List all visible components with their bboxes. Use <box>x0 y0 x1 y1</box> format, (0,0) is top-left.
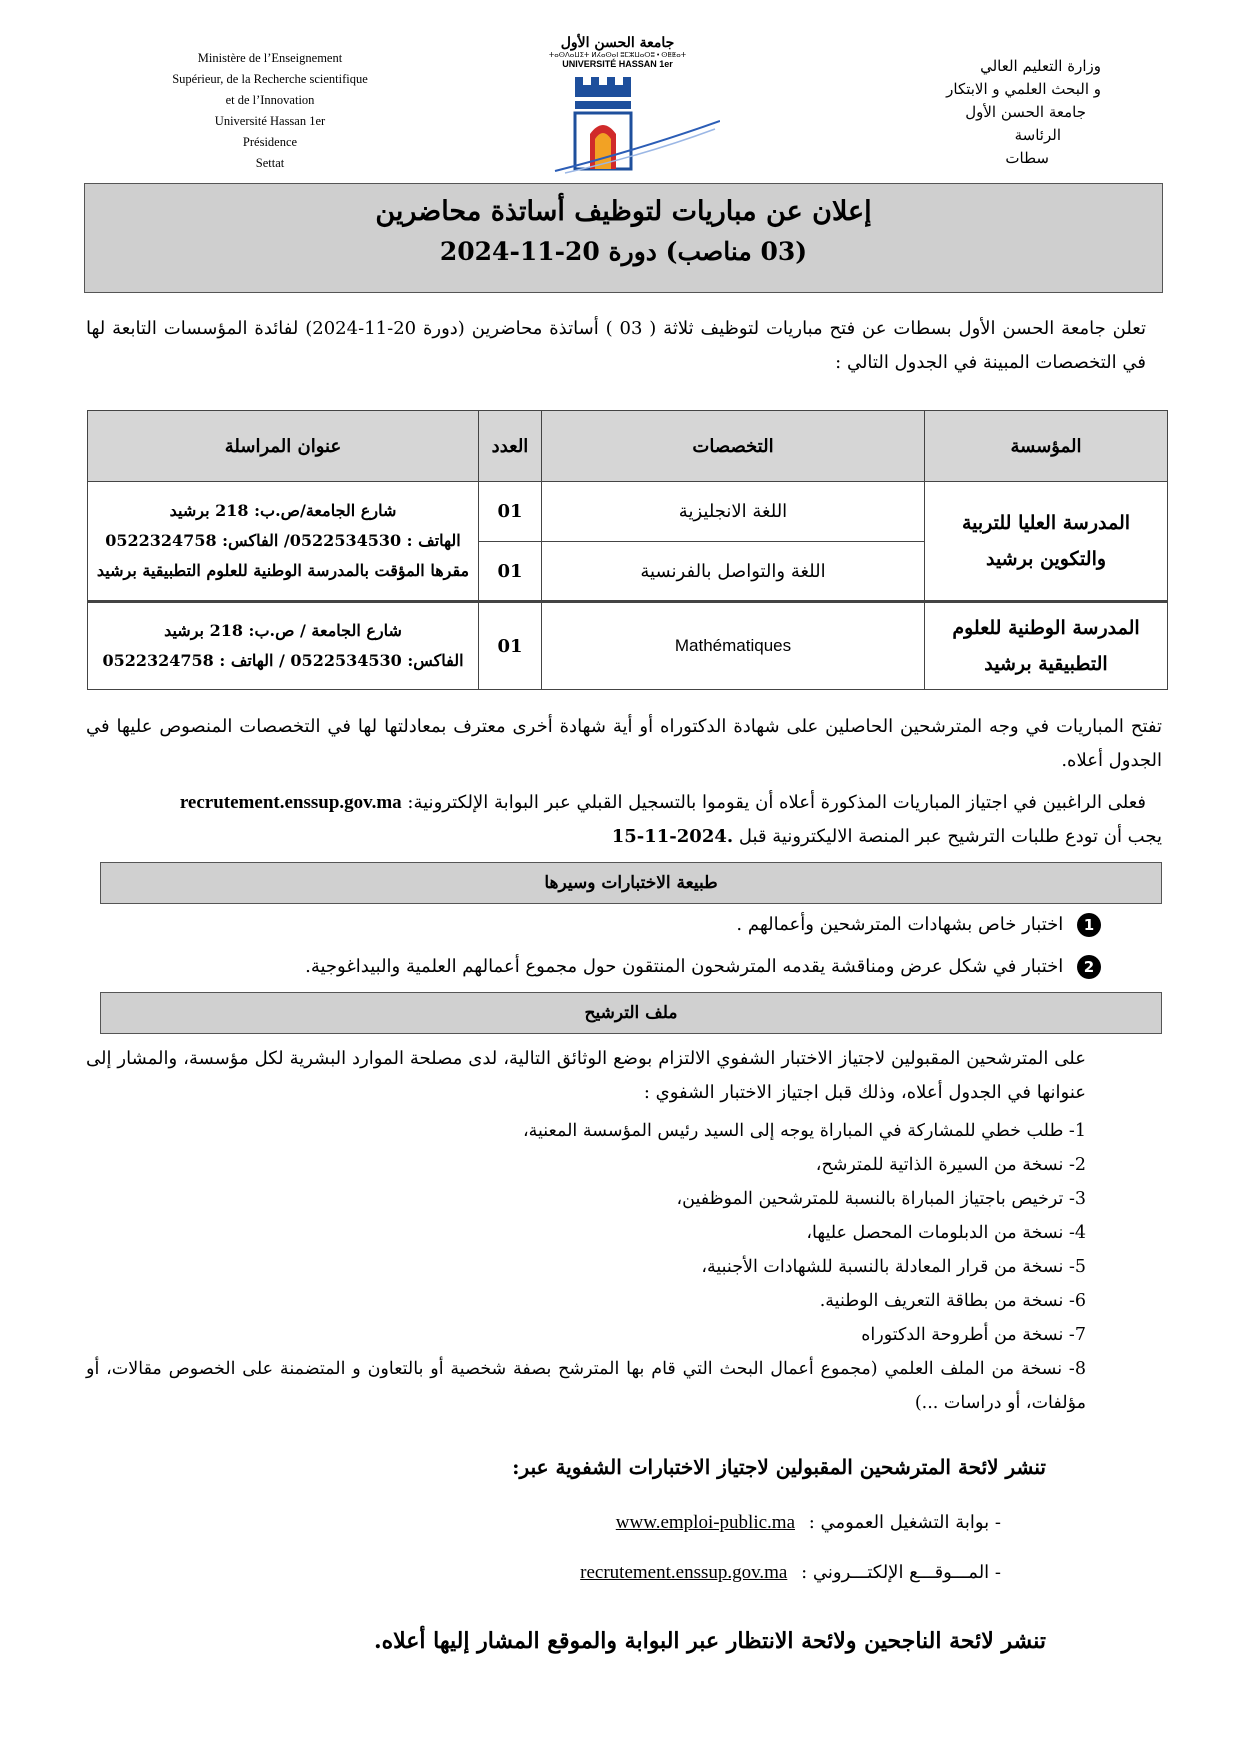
header-address: عنوان المراسلة <box>88 411 479 482</box>
section-file-header: ملف الترشيح <box>100 992 1162 1034</box>
logo-french-text: UNIVERSITÉ HASSAN 1er <box>562 59 673 69</box>
number-circle-icon: 2 <box>1077 955 1101 979</box>
portal-line <box>580 1562 1001 1584</box>
university-logo <box>535 35 720 175</box>
table-row <box>88 482 1168 542</box>
portal-label: - بوابة التشغيل العمومي : <box>808 1512 1001 1533</box>
address-line: الفاكس: 0522534530 / الهاتف : 0522324758 <box>102 651 464 670</box>
exam-text: اختبار في شكل عرض ومناقشة يقدمه المترشحون المنتقون حول مجموع أعمالهم العلمية والبيداغوجية. <box>305 956 1064 977</box>
deadline-text: يجب أن تودع طلبات الترشيح عبر المنصة الاليكترونية قبل <box>738 826 1162 847</box>
header-institution: المؤسسة <box>925 411 1168 482</box>
logo-tower-icon <box>535 69 720 174</box>
announcement-subtitle: (03 مناصب) دورة 20-11-2024 <box>439 237 808 266</box>
header-ar-line: جامعة الحسن الأول <box>965 103 1086 121</box>
positions-table <box>87 410 1168 690</box>
address-line: شارع الجامعة / ص.ب: 218 برشيد <box>164 621 402 640</box>
count-cell: 01 <box>479 542 542 602</box>
specialty-cell: Mathématiques <box>542 602 925 690</box>
table-header-row <box>88 411 1168 482</box>
list-item: 4- نسخة من الدبلومات المحصل عليها، <box>806 1223 1086 1243</box>
announcement-title: إعلان عن مباريات لتوظيف أساتذة محاضرين <box>375 196 872 227</box>
list-item: 1- طلب خطي للمشاركة في المباراة يوجه إلى السيد رئيس المؤسسة المعنية، <box>522 1121 1086 1141</box>
intro-paragraph: تعلن جامعة الحسن الأول بسطات عن فتح مباريات لتوظيف ثلاثة ( 03 ) أساتذة محاضرين (دورة 20-11-2024) لفائدة المؤسسات التابعة لها في التخصصات المبينة في الجدول التالي : <box>86 318 1146 373</box>
deadline-date: 15-11-2024. <box>611 826 734 847</box>
list-item: 2- نسخة من السيرة الذاتية للمترشح، <box>815 1155 1086 1175</box>
address-cell <box>88 602 479 690</box>
header-fr-line: Settat <box>255 156 285 170</box>
address-line: الهاتف : 0522534530/ الفاكس: 0522324758 <box>105 531 461 550</box>
header-count: العدد <box>479 411 542 482</box>
portal-label: - المـــوقـــع الإلكتـــروني : <box>801 1562 1001 1583</box>
portal-link[interactable]: recrutement.enssup.gov.ma <box>580 1562 788 1583</box>
header-fr-line: et de l’Innovation <box>225 93 315 107</box>
deadline-paragraph <box>86 820 1162 854</box>
list-item: 3- ترخيص باجتياز المباراة بالنسبة للمترشحين الموظفين، <box>676 1189 1086 1209</box>
portal-line <box>616 1512 1001 1534</box>
header-ar-line: الرئاسة <box>1014 126 1061 144</box>
registration-text: فعلى الراغبين في اجتياز المباريات المذكورة أعلاه أن يقوموا بالتسجيل القبلي عبر البوابة الإلكترونية: <box>407 792 1146 813</box>
documents-list <box>86 1114 1086 1420</box>
exam-item <box>201 950 1101 984</box>
registration-paragraph <box>86 786 1146 820</box>
institution-cell: المدرسة الوطنية للعلوم التطبيقية برشيد <box>925 602 1168 690</box>
logo-tifinagh-text: ⵜⴰⵙⴷⴰⵡⵉⵜ ⵍⵃⴰⵙⴰⵏ ⵓⵎⵣⵡⴰⵔⵓ • ⵙⵟⵟⴰⵜ <box>548 52 687 59</box>
header-french <box>110 48 430 174</box>
count-cell: 01 <box>479 602 542 690</box>
list-item: 7- نسخة من أطروحة الدكتوراه <box>861 1325 1086 1345</box>
header-fr-line: Supérieur, de la Recherche scientifique <box>172 72 368 86</box>
list-item: 8- نسخة من الملف العلمي (مجموع أعمال البحث التي قام بها المترشح بصفة شخصية أو بالتعاون و المتضمنة على الخصوص مقالات، أو مؤلفات، أو دراسات ...) <box>86 1359 1086 1413</box>
address-cell <box>88 482 479 602</box>
institution-cell: المدرسة العليا للتربية والتكوين برشيد <box>925 482 1168 602</box>
number-circle-icon: 1 <box>1077 913 1101 937</box>
table-row <box>88 602 1168 690</box>
address-line: مقرها المؤقت بالمدرسة الوطنية للعلوم التطبيقية برشيد <box>96 561 470 580</box>
eligibility-paragraph: تفتح المباريات في وجه المترشحين الحاصلين على شهادة الدكتوراه أو أية شهادة أخرى معترف بمعادلتها لها في التخصصات المنصوص عليها في الجدول أعلاه. <box>86 716 1162 771</box>
file-intro-paragraph: على المترشحين المقبولين لاجتياز الاختبار الشفوي الالتزام بوضع الوثائق التالية، لدى مصلحة الموارد البشرية لكل مؤسسة، والمشار إلى عنوانها في الجدول أعلاه، وذلك قبل اجتياز الاختبار الشفوي : <box>86 1048 1086 1103</box>
header-specialties: التخصصات <box>542 411 925 482</box>
specialty-cell: اللغة الانجليزية <box>542 482 925 542</box>
section-exams-header: طبيعة الاختبارات وسيرها <box>100 862 1162 904</box>
header-ar-line: و البحث العلمي و الابتكار <box>946 80 1101 98</box>
header-fr-line: Université Hassan 1er <box>214 114 326 128</box>
logo-arabic-text: جامعة الحسن الأول <box>560 35 675 51</box>
header-fr-line: Présidence <box>242 135 298 149</box>
specialty-cell: اللغة والتواصل بالفرنسية <box>542 542 925 602</box>
list-item: 6- نسخة من بطاقة التعريف الوطنية. <box>819 1291 1086 1311</box>
portal-link[interactable]: www.emploi-public.ma <box>615 1512 796 1533</box>
announcement-banner <box>84 183 1163 293</box>
exam-text: اختبار خاص بشهادات المترشحين وأعمالهم . <box>736 914 1064 935</box>
list-item: 5- نسخة من قرار المعادلة بالنسبة للشهادات الأجنبية، <box>701 1257 1086 1277</box>
header-fr-line: Ministère de l’Enseignement <box>197 51 343 65</box>
address-line: شارع الجامعة/ص.ب: 218 برشيد <box>169 501 397 520</box>
publish-title: تنشر لائحة المترشحين المقبولين لاجتياز الاختبارات الشفوية عبر: <box>512 1455 1046 1479</box>
count-cell: 01 <box>479 482 542 542</box>
header-ar-line: سطات <box>1005 149 1049 167</box>
exam-item <box>201 908 1101 942</box>
registration-link[interactable]: recrutement.enssup.gov.ma <box>179 792 402 813</box>
final-note: تنشر لائحة الناجحين ولائحة الانتظار عبر البوابة والموقع المشار إليها أعلاه. <box>373 1628 1046 1654</box>
header-ar-line: وزارة التعليم العالي <box>980 57 1101 75</box>
header-arabic <box>871 55 1101 170</box>
